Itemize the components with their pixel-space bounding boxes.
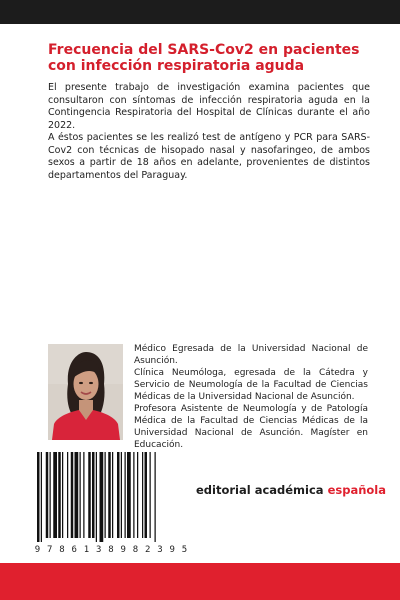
barcode-bar — [83, 452, 84, 538]
barcode-bar — [150, 452, 151, 538]
barcode-bar — [71, 452, 74, 538]
isbn-digit: 8 — [108, 545, 114, 555]
isbn-digit: 8 — [132, 545, 139, 555]
publisher-logo — [196, 482, 386, 498]
barcode-bar — [46, 452, 49, 538]
isbn-digit: 6 — [71, 545, 77, 555]
isbn-digit: 3 — [157, 545, 163, 555]
barcode-bar — [53, 452, 57, 538]
author-bio-line-1: Médico Egresada de la Universidad Nacional de Asunción. — [134, 344, 368, 366]
isbn-digits — [33, 544, 189, 556]
isbn-digit: 8 — [59, 545, 65, 555]
barcode-bar — [100, 452, 104, 542]
barcode-bar — [67, 452, 68, 538]
bottom-band — [0, 563, 400, 600]
barcode-bar — [41, 452, 42, 542]
publisher-name: editorial académica — [196, 483, 328, 497]
barcode-bar — [62, 452, 63, 538]
barcode-bar — [92, 452, 95, 538]
barcode-bar — [117, 452, 120, 538]
publisher-name-accent: española — [327, 483, 387, 497]
barcode-bar — [50, 452, 51, 538]
isbn-digit: 9 — [34, 545, 41, 555]
barcode-bar — [108, 452, 111, 538]
isbn-digit: 7 — [47, 545, 53, 555]
synopsis — [48, 82, 370, 182]
barcode-bar — [75, 452, 79, 538]
isbn-digit: 1 — [83, 545, 90, 555]
isbn-digit: 5 — [181, 545, 188, 555]
synopsis-paragraph-1: El presente trabajo de investigación examina pacientes que consultaron con síntomas de infección respiratoria aguda en la Contingencia Respiratoria del Hospital de Clínicas durante el año 2022. — [48, 82, 370, 131]
isbn-digit: 9 — [120, 545, 126, 555]
barcode-bar — [127, 452, 131, 538]
barcode-bar — [133, 452, 134, 538]
author-bio-line-2: Clínica Neumóloga, egresada de la Cátedra y Servicio de Neumología de la Facultad de Ciencias Médicas de la Universidad Nacional de Asunción. — [134, 368, 368, 402]
book-title: Frecuencia del SARS-Cov2 en pacientes con infección respiratoria aguda — [48, 42, 360, 74]
barcode-bar — [155, 452, 156, 542]
barcode-bar — [80, 452, 81, 538]
barcode-bar — [112, 452, 113, 538]
barcode-bar — [96, 452, 97, 542]
barcode-bar — [142, 452, 143, 538]
barcode-bar — [58, 452, 61, 538]
barcode-bar — [88, 452, 91, 538]
isbn-digit: 9 — [169, 545, 175, 555]
barcode-bar — [105, 452, 106, 538]
synopsis-paragraph-2: A éstos pacientes se les realizó test de antígeno y PCR para SARS-Cov2 con técnicas de hisopado nasal y nasofaringeo, de ambos sexos a partir de 18 años en adelante, provenientes de distintos departamentos del Paraguay. — [48, 132, 370, 181]
author-bio — [134, 343, 368, 451]
barcode-bar — [37, 452, 40, 542]
isbn-barcode — [33, 452, 189, 558]
barcode-bar — [137, 452, 138, 538]
top-band — [0, 0, 400, 24]
barcode-bar — [125, 452, 126, 538]
isbn-digit: 3 — [96, 545, 102, 555]
barcode-bar — [145, 452, 148, 538]
author-bio-line-3: Profesora Asistente de Neumología y de Patología Médica de la Facultad de Ciencias Médicas de la Universidad Nacional de Asunción. Magíster en Educación. — [134, 404, 368, 450]
barcode-bar — [121, 452, 122, 538]
barcode-bars — [33, 452, 189, 542]
author-photo — [48, 344, 123, 440]
isbn-digit: 2 — [145, 545, 151, 555]
